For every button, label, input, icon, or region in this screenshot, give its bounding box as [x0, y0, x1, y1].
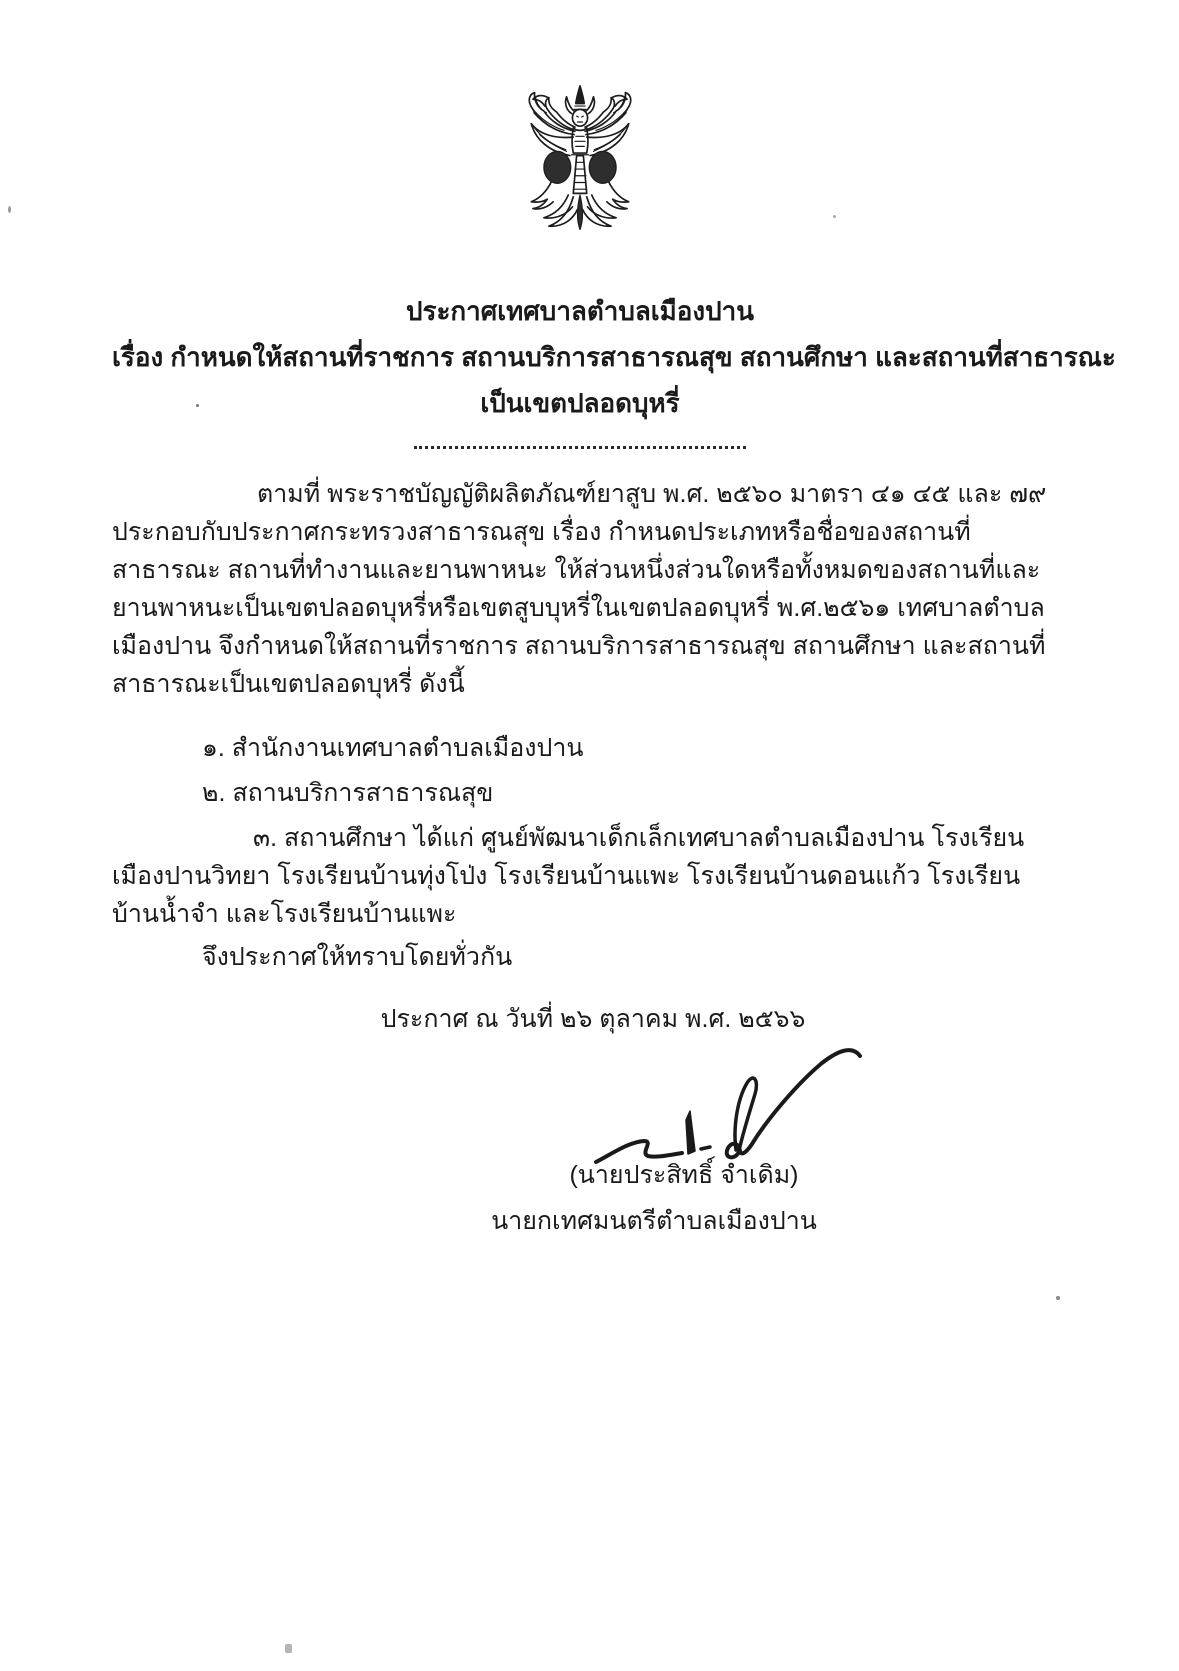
list-item-2: ๒. สถานบริการสาธารณสุข	[202, 779, 494, 807]
date-line: ประกาศ ณ วันที่ ๒๖ ตุลาคม พ.ศ. ๒๕๖๖	[380, 1005, 806, 1033]
subject-line-2: เป็นเขตปลอดบุหรี่	[480, 388, 680, 418]
garuda-emblem-icon	[496, 84, 664, 244]
closing-line: จึงประกาศให้ทราบโดยทั่วกัน	[202, 943, 513, 971]
list-item-3: ๓. สถานศึกษา ได้แก่ ศูนย์พัฒนาเด็กเล็กเทศบาลตำบลเมืองปาน โรงเรียนเมืองปานวิทยา โรงเรียนบ้านทุ่งโป่ง โรงเรียนบ้านแพะ โรงเรียนบ้านดอนแก้ว โรงเรียนบ้านน้ำจำ และโรงเรียนบ้านแพะ	[112, 824, 1025, 928]
signer-title: นายกเทศมนตรีตำบลเมืองปาน	[491, 1207, 817, 1235]
title-block	[112, 288, 1116, 449]
signature-icon	[588, 990, 876, 1168]
dotted-separator	[414, 446, 746, 449]
scan-speck	[833, 215, 836, 218]
scan-speck	[285, 1644, 292, 1653]
scan-speck	[1056, 1296, 1060, 1300]
signature-area	[112, 1038, 1048, 1156]
subject-line: เรื่อง กำหนดให้สถานที่ราชการ สถานบริการสาธารณสุข สถานศึกษา และสถานที่สาธารณะ	[112, 342, 1116, 372]
signer-name: (นายประสิทธิ์ จำเดิม)	[569, 1161, 799, 1189]
scan-speck	[8, 206, 11, 213]
emblem-container	[112, 84, 1048, 246]
main-paragraph: ตามที่ พระราชบัญญัติผลิตภัณฑ์ยาสูบ พ.ศ. ๒๕๖๐ มาตรา ๔๑ ๔๕ และ ๗๙ ประกอบกับประกาศกระทรวงสาธารณสุข เรื่อง กำหนดประเภทหรือชื่อของสถานที่สาธารณะ สถานที่ทำงานและยานพาหนะ ให้ส่วนหนึ่งส่วนใดหรือทั้งหมดของสถานที่และยานพาหนะเป็นเขตปลอดบุหรี่หรือเขตสูบบุหรี่ในเขตปลอดบุหรี่ พ.ศ.๒๕๖๑ เทศบาลตำบลเมืองปาน จึงกำหนดให้สถานที่ราชการ สถานบริการสาธารณสุข สถานศึกษา และสถานที่สาธารณะเป็นเขตปลอดบุหรี่ ดังนี้	[112, 480, 1047, 698]
scan-speck	[196, 404, 199, 407]
document-title: ประกาศเทศบาลตำบลเมืองปาน	[406, 296, 754, 326]
list-item-1: ๑. สำนักงานเทศบาลตำบลเมืองปาน	[202, 734, 584, 762]
